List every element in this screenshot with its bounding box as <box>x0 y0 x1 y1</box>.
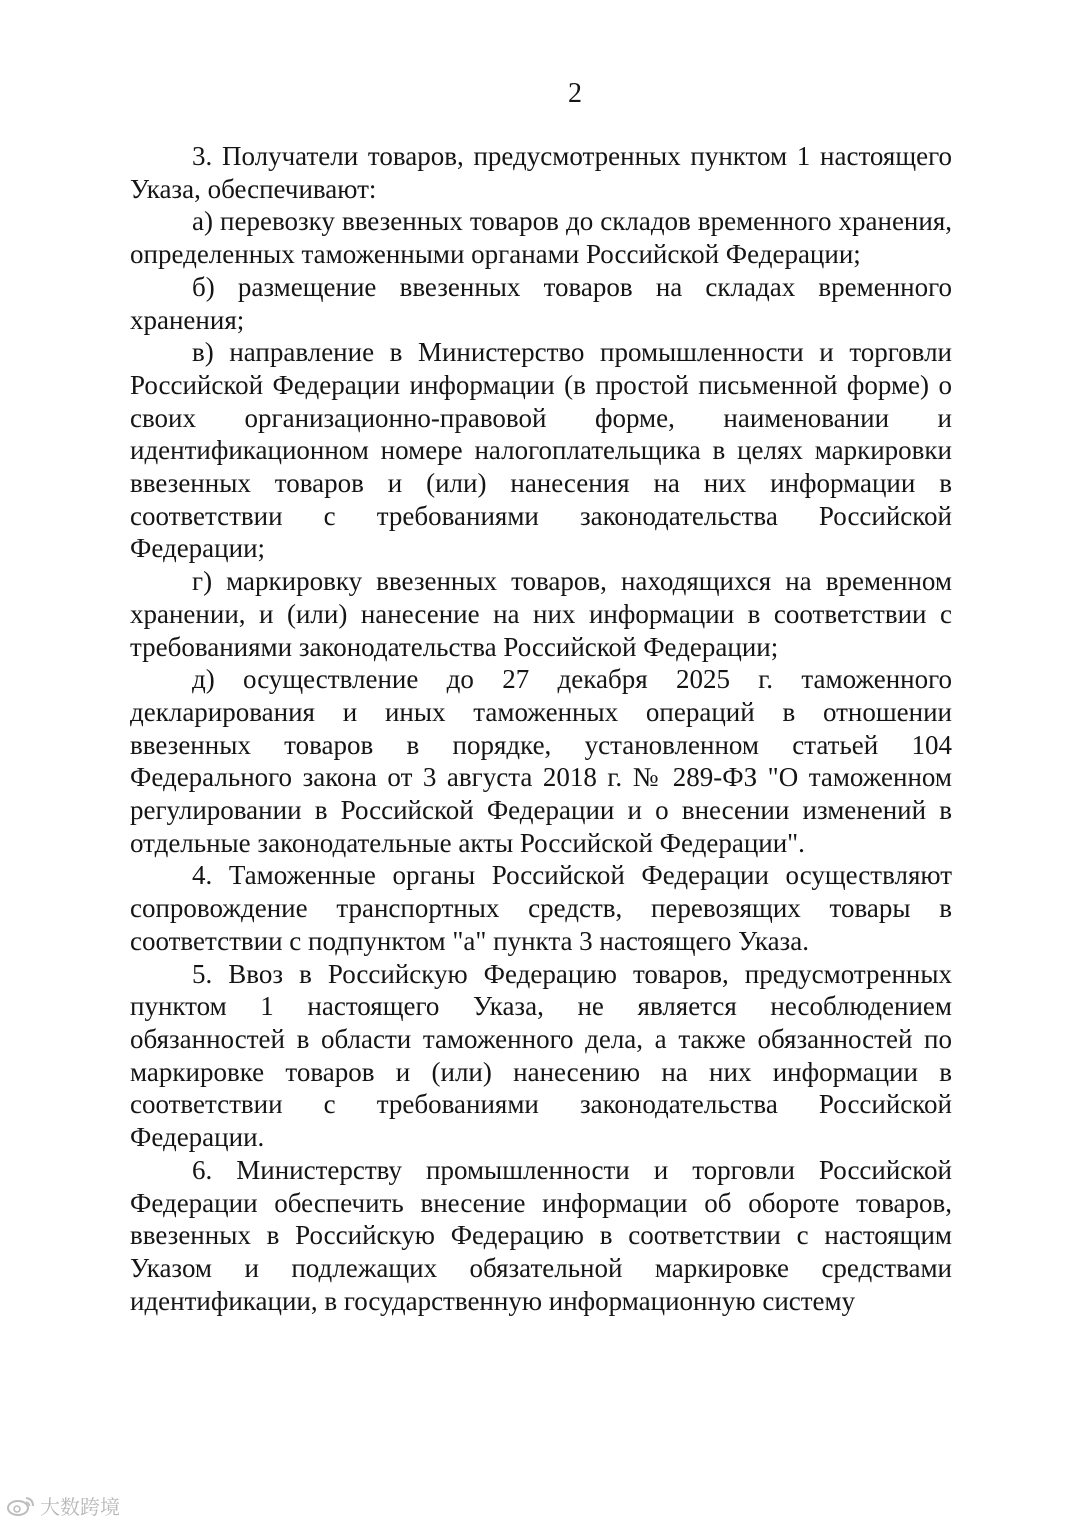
paragraph-3d: д) осуществление до 27 декабря 2025 г. таможенного декларирования и иных таможенных операций в отношении ввезенных товаров в порядке, установленном статьей 104 Федерального закона от 3 августа 2018 г. № 289-ФЗ "О таможенном регулировании в Российской Федерации и о внесении изменений в отдельные законодательные акты Российской Федерации". <box>130 664 952 858</box>
paragraph-3b: б) размещение ввезенных товаров на складах временного хранения; <box>130 271 952 335</box>
paragraph-6: 6. Министерству промышленности и торговли Российской Федерации обеспечить внесение информации об обороте товаров, ввезенных в Российскую Федерацию в соответствии с настоящим Указом и подлежащих обязательной маркировке средствами идентификации, в государственную информационную систему <box>130 1154 952 1316</box>
paragraph-3g: г) маркировку ввезенных товаров, находящихся на временном хранении, и (или) нанесение на них информации в соответствии с требованиями законодательства Российской Федерации; <box>130 566 952 662</box>
document-body <box>130 140 952 1317</box>
watermark <box>6 1491 120 1520</box>
page-number: 2 <box>568 78 582 109</box>
paragraph-3a: а) перевозку ввезенных товаров до складов временного хранения, определенных таможенными органами Российской Федерации; <box>130 206 952 270</box>
weibo-logo-icon <box>6 1495 36 1517</box>
paragraph-4: 4. Таможенные органы Российской Федерации осуществляют сопровождение транспортных средств, перевозящих товары в соответствии с подпунктом "а" пункта 3 настоящего Указа. <box>130 860 952 956</box>
paragraph-5: 5. Ввоз в Российскую Федерацию товаров, предусмотренных пунктом 1 настоящего Указа, не является несоблюдением обязанностей в области таможенного дела, а также обязанностей по маркировке товаров и (или) нанесению на них информации в соответствии с требованиями законодательства Российской Федерации. <box>130 958 952 1153</box>
paragraph-3v: в) направление в Министерство промышленности и торговли Российской Федерации информации (в простой письменной форме) о своих организационно-правовой форме, наименовании и идентификационном номере налогоплательщика в целях маркировки ввезенных товаров и (или) нанесения на них информации в соответствии с требованиями законодательства Российской Федерации; <box>130 337 952 564</box>
watermark-text: 大数跨境 <box>40 1495 120 1519</box>
paragraph-3: 3. Получатели товаров, предусмотренных пунктом 1 настоящего Указа, обеспечивают: <box>130 141 952 204</box>
